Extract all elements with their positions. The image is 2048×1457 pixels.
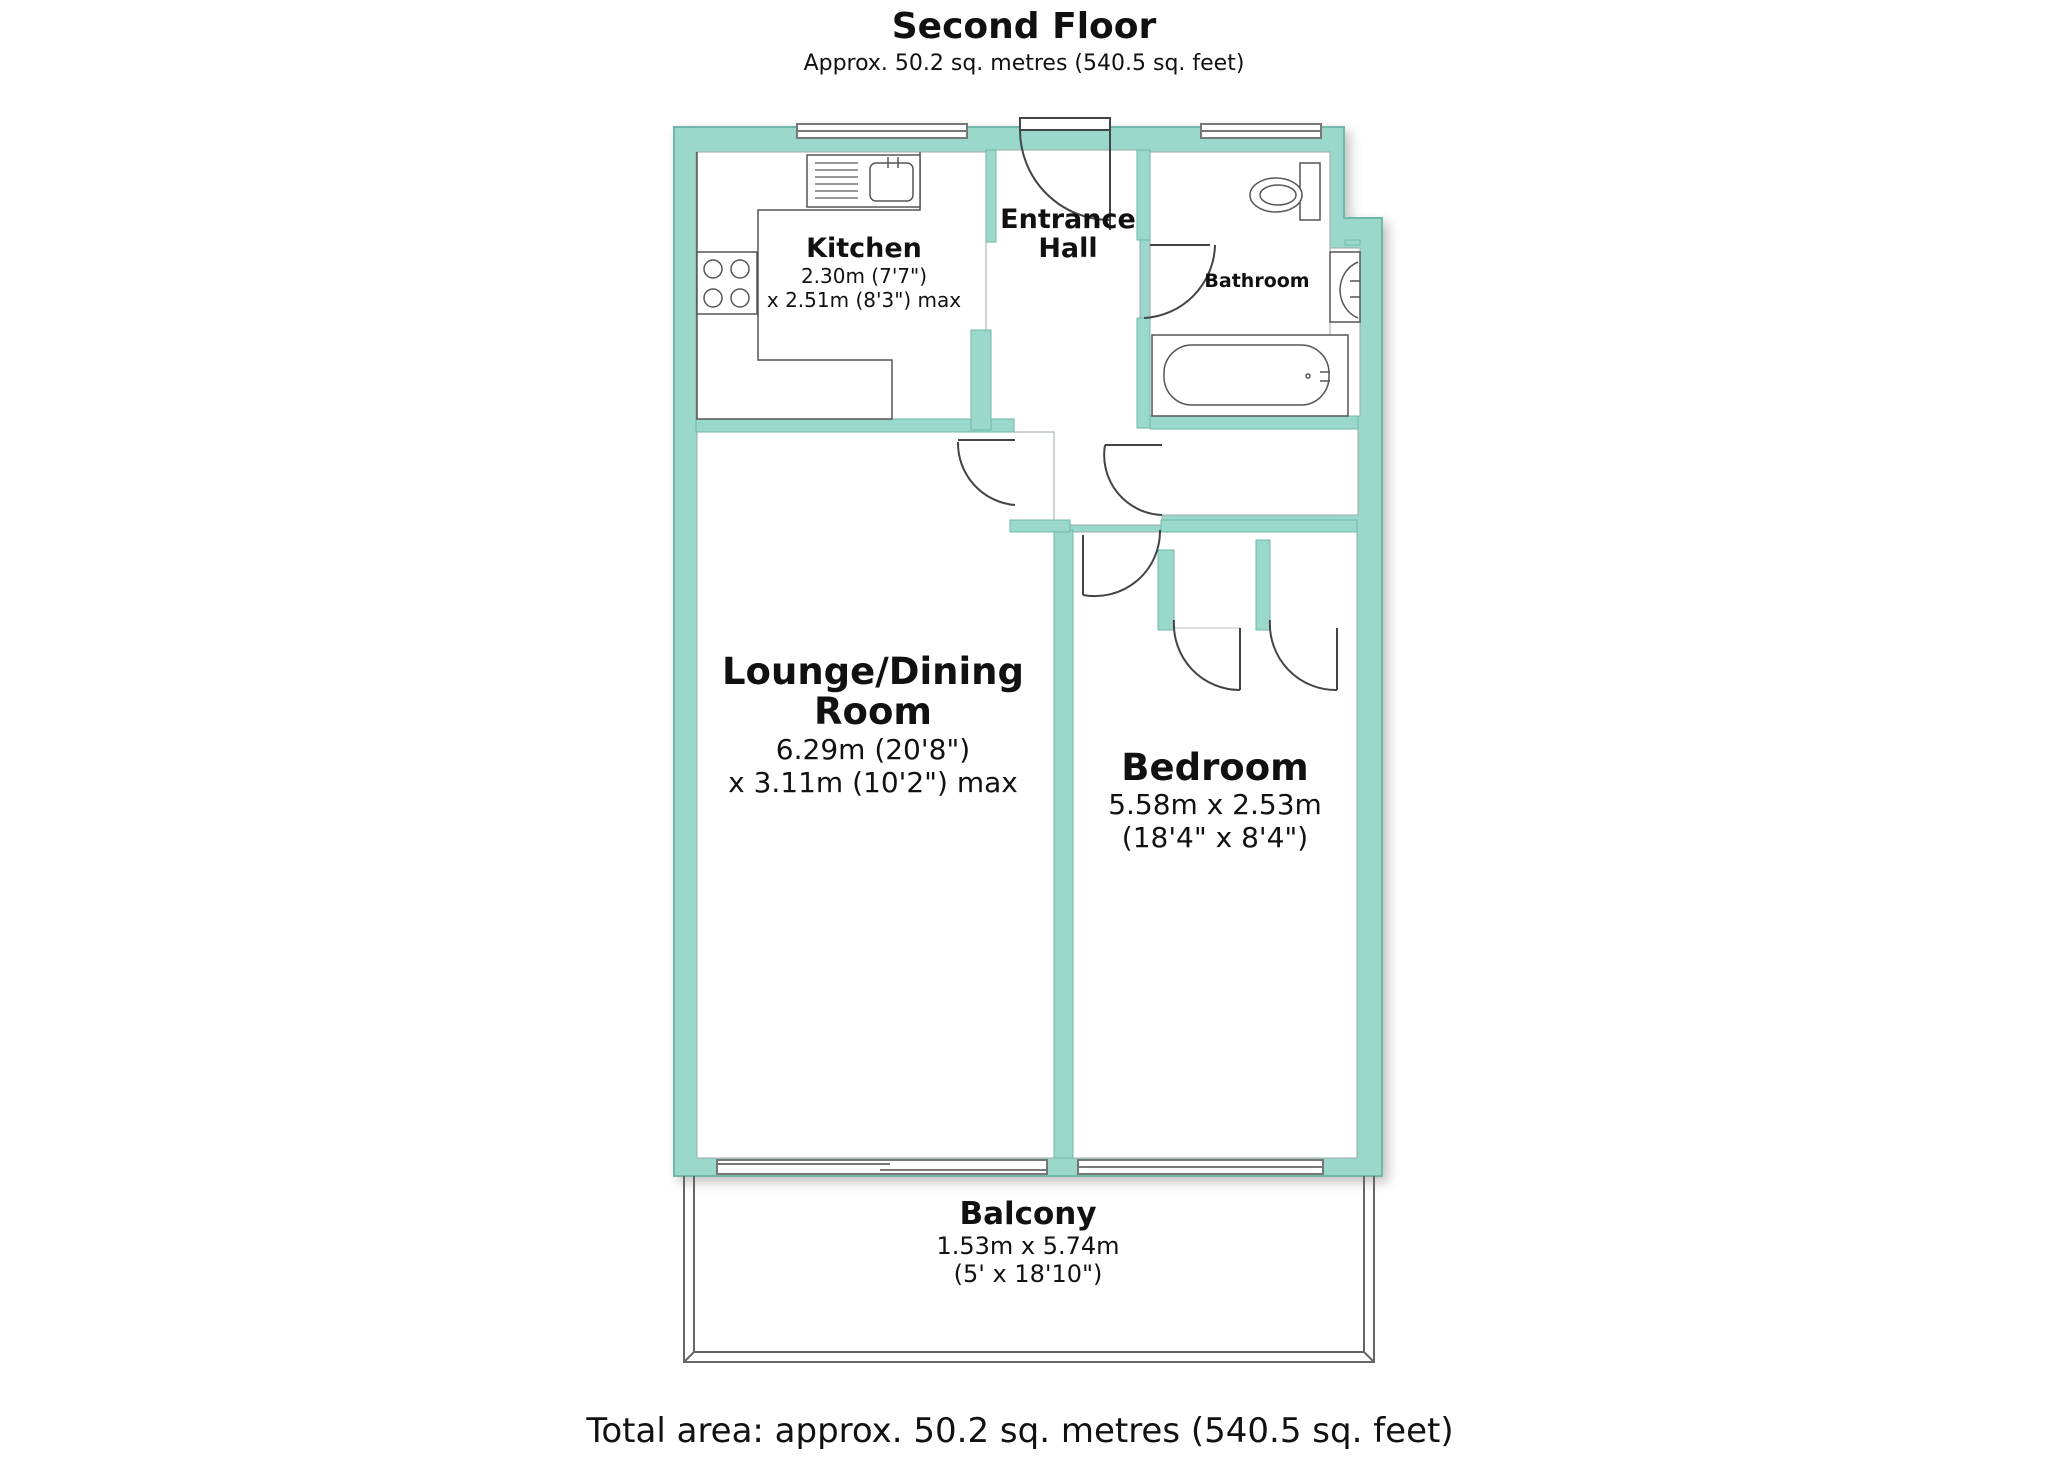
sink-bowl xyxy=(870,163,913,201)
bedroom-name: Bedroom xyxy=(1121,746,1309,789)
bedroom-dim1: 5.58m x 2.53m xyxy=(1108,788,1322,821)
toilet-cistern xyxy=(1300,163,1320,220)
bedroom-dim2: (18'4" x 8'4") xyxy=(1121,821,1309,854)
bathroom-name: Bathroom xyxy=(1204,270,1310,292)
balcony-dim1: 1.53m x 5.74m xyxy=(936,1232,1120,1260)
balcony-name: Balcony xyxy=(959,1196,1097,1232)
hall-name-line2: Hall xyxy=(1038,233,1098,264)
balcony-dim2: (5' x 18'10") xyxy=(953,1260,1103,1288)
lounge-name-line2: Room xyxy=(814,690,932,733)
plan-subtitle: Approx. 50.2 sq. metres (540.5 sq. feet) xyxy=(803,51,1245,76)
kitchen-dim1: 2.30m (7'7") xyxy=(800,264,928,288)
lounge-dim1: 6.29m (20'8") xyxy=(775,733,971,766)
total-area: Total area: approx. 50.2 sq. metres (540.5 sq. feet) xyxy=(586,1411,1454,1451)
lounge-name-line1: Lounge/Dining xyxy=(721,650,1025,693)
bath-tub xyxy=(1164,345,1329,405)
kitchen-name: Kitchen xyxy=(806,233,922,264)
lounge-dim2: x 3.11m (10'2") max xyxy=(728,766,1018,799)
kitchen-dim2: x 2.51m (8'3") max xyxy=(766,288,962,312)
plan-title: Second Floor xyxy=(891,6,1157,47)
lounge-balcony-door xyxy=(717,1160,1047,1174)
hall-name-line1: Entrance xyxy=(1000,204,1136,235)
